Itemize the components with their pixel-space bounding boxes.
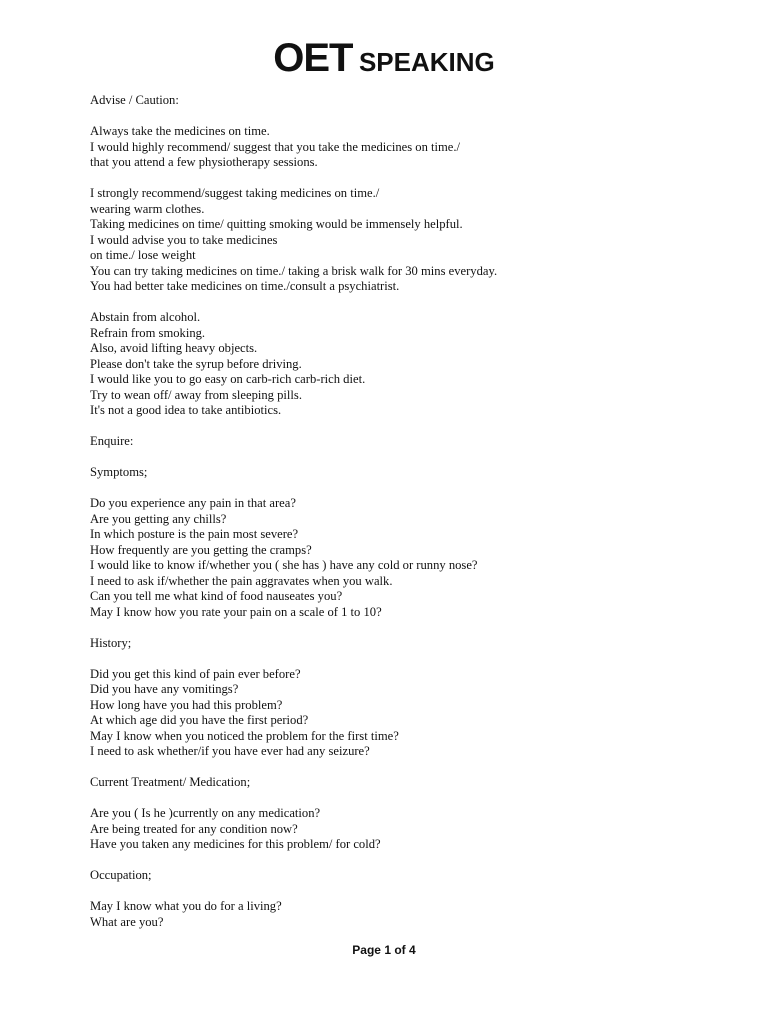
text-line: Refrain from smoking.	[90, 325, 206, 340]
document-body	[90, 93, 730, 930]
text-line: I would highly recommend/ suggest that you take the medicines on time./	[90, 139, 461, 154]
text-line: Are you ( Is he )currently on any medication?	[90, 806, 321, 820]
text-line: Occupation;	[90, 868, 152, 882]
text-line: Can you tell me what kind of food nauseates you?	[90, 589, 343, 603]
text-line: May I know when you noticed the problem for the first time?	[90, 728, 399, 743]
text-line: that you attend a few physiotherapy sessions.	[90, 155, 318, 169]
page-word: Page	[352, 943, 381, 957]
text-line: on time./ lose weight	[90, 248, 196, 262]
blank-line	[90, 853, 730, 869]
blank-line	[90, 620, 730, 636]
text-line: In which posture is the pain most severe?	[90, 527, 299, 541]
text-line: Enquire:	[90, 434, 134, 448]
text-line: Please don't take the syrup before driving.	[90, 356, 302, 371]
page-of: of	[394, 943, 406, 957]
title-main: OET	[273, 36, 353, 80]
blank-line	[90, 481, 730, 497]
text-line: Are you getting any chills?	[90, 511, 227, 526]
text-line: Always take the medicines on time.	[90, 124, 270, 138]
blank-line	[90, 760, 730, 776]
text-line: Symptoms;	[90, 465, 148, 479]
text-line: I would like to know if/whether you ( she has ) have any cold or runny nose?	[90, 558, 478, 572]
text-line: Try to wean off/ away from sleeping pills.	[90, 387, 302, 402]
text-line: It's not a good idea to take antibiotics.	[90, 403, 282, 417]
text-line: How long have you had this problem?	[90, 697, 283, 712]
text-line: Did you get this kind of pain ever before?	[90, 666, 301, 681]
text-line: Abstain from alcohol.	[90, 310, 201, 324]
blank-line	[90, 419, 730, 435]
text-line: You had better take medicines on time./consult a psychiatrist.	[90, 279, 400, 293]
text-line: I need to ask whether/if you have ever had any seizure?	[90, 744, 370, 758]
blank-line	[90, 171, 730, 187]
page-title	[0, 36, 768, 81]
blank-line	[90, 651, 730, 667]
text-line: At which age did you have the first period?	[90, 713, 309, 727]
blank-line	[90, 450, 730, 466]
text-line: Advise / Caution:	[90, 93, 179, 107]
text-line: wearing warm clothes.	[90, 201, 205, 216]
blank-line	[90, 884, 730, 900]
text-line: You can try taking medicines on time./ taking a brisk walk for 30 mins everyday.	[90, 263, 498, 278]
blank-line	[90, 791, 730, 807]
page-footer	[0, 943, 768, 957]
text-line: I would advise you to take medicines	[90, 232, 278, 247]
text-line: Did you have any vomitings?	[90, 682, 239, 696]
text-line: May I know how you rate your pain on a scale of 1 to 10?	[90, 604, 382, 619]
text-line: How frequently are you getting the cramps?	[90, 542, 312, 557]
text-line: Do you experience any pain in that area?	[90, 496, 296, 510]
text-line: History;	[90, 635, 132, 650]
page-current: 1	[384, 943, 391, 957]
text-line: Taking medicines on time/ quitting smoking would be immensely helpful.	[90, 217, 463, 231]
blank-line	[90, 109, 730, 125]
title-sub: SPEAKING	[358, 47, 495, 77]
page-total: 4	[409, 943, 416, 957]
text-line: What are you?	[90, 914, 164, 929]
text-line: Also, avoid lifting heavy objects.	[90, 341, 258, 355]
text-line: I need to ask if/whether the pain aggravates when you walk.	[90, 573, 393, 588]
text-line: I strongly recommend/suggest taking medicines on time./	[90, 186, 380, 200]
blank-line	[90, 295, 730, 311]
text-line: I would like you to go easy on carb-rich carb-rich diet.	[90, 372, 366, 386]
text-line: Are being treated for any condition now?	[90, 821, 298, 836]
text-line: Have you taken any medicines for this problem/ for cold?	[90, 837, 381, 851]
text-line: Current Treatment/ Medication;	[90, 775, 251, 789]
text-line: May I know what you do for a living?	[90, 899, 282, 913]
